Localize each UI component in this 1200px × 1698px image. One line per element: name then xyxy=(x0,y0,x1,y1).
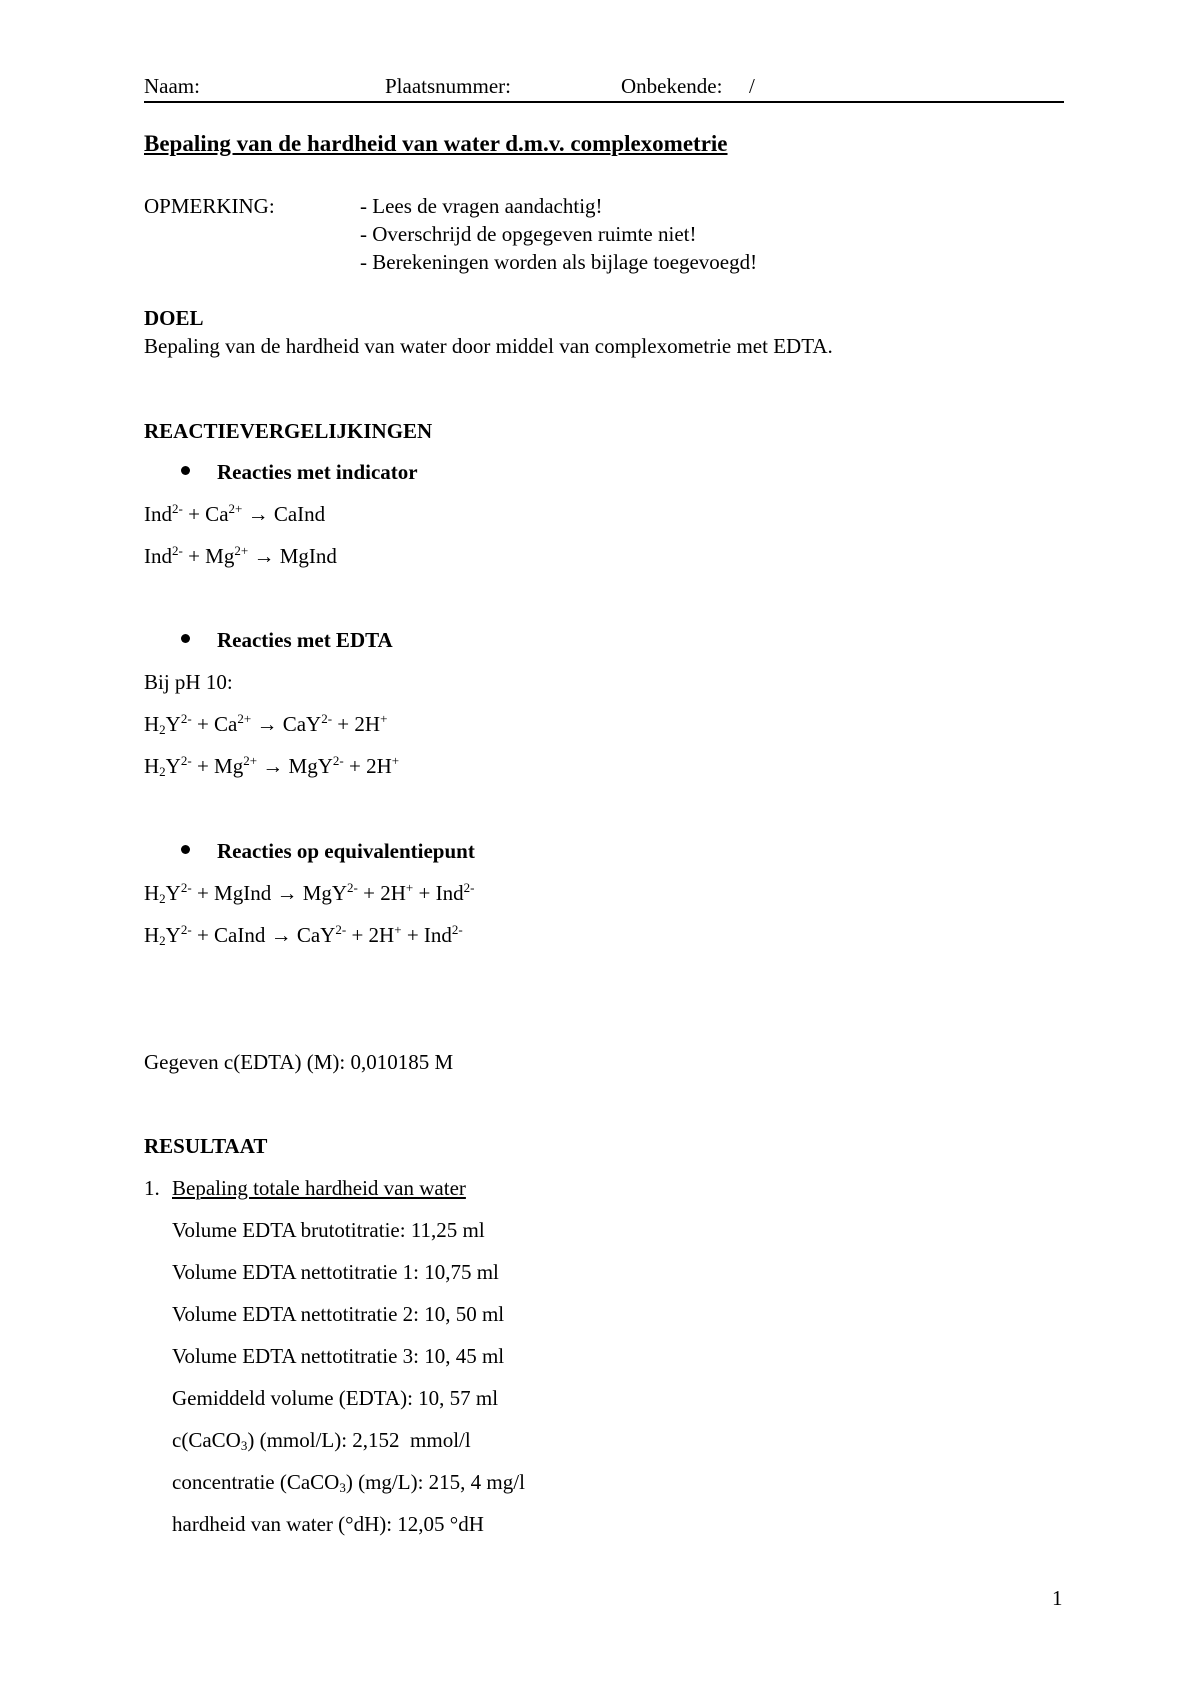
equation-ind-ca: $Ind^{2-} + Ca^{2+}$ → CaInd xyxy=(144,501,326,526)
onbekende-value: / xyxy=(749,74,755,98)
equation-equiv-mg: $H_2Y^{2-}$ + MgInd → MgY$^{2-}$ + 2H+ + Ind$^{2-}$ xyxy=(144,880,475,906)
page-number: 1 xyxy=(1052,1586,1063,1610)
opmerking-item: - Overschrijd de opgegeven ruimte niet! xyxy=(360,222,697,246)
doel-heading: DOEL xyxy=(144,306,204,330)
ph-line: Bij pH 10: xyxy=(144,670,233,694)
opmerking-label: OPMERKING: xyxy=(144,194,275,218)
equation-equiv-ca: $H_2Y^{2-}$ + CaInd → CaY$^{2-}$ + 2H+ + Ind$^{2-}$ xyxy=(144,922,463,948)
opmerking-item: - Berekeningen worden als bijlage toegevoegd! xyxy=(360,250,758,274)
item-number: 1. xyxy=(144,1176,160,1200)
equation-edta-ca: $H_2Y^{2-} + Ca^{2+} \to CaY^{2-} + 2H^+$ xyxy=(144,711,388,737)
naam-label: Naam: xyxy=(144,74,200,98)
result-line: Volume EDTA nettotitratie 1: 10,75 ml xyxy=(172,1260,499,1284)
resultaat-heading: RESULTAAT xyxy=(144,1134,268,1158)
bullet-icon xyxy=(181,466,190,475)
header-rule xyxy=(144,101,1064,103)
indicator-heading: Reacties met indicator xyxy=(217,460,418,484)
plaatsnummer-label: Plaatsnummer: xyxy=(385,74,511,98)
equation-ind-mg: $Ind^{2-} + Mg^{2+}$ → MgInd xyxy=(144,543,337,568)
equation-edta-mg: $H_2Y^{2-} + Mg^{2+} \to MgY^{2-} + 2H^+$ xyxy=(144,753,400,779)
equivalentie-heading: Reacties op equivalentiepunt xyxy=(217,839,475,863)
item-title: Bepaling totale hardheid van water xyxy=(172,1176,466,1200)
opmerking-item: - Lees de vragen aandachtig! xyxy=(360,194,603,218)
result-line: Volume EDTA brutotitratie: 11,25 ml xyxy=(172,1218,485,1242)
bullet-icon xyxy=(181,845,190,854)
doel-text: Bepaling van de hardheid van water door middel van complexometrie met EDTA. xyxy=(144,334,833,358)
document-title: Bepaling van de hardheid van water d.m.v. complexometrie xyxy=(144,131,728,156)
edta-heading: Reacties met EDTA xyxy=(217,628,393,652)
reacties-heading: REACTIEVERGELIJKINGEN xyxy=(144,419,433,443)
result-line: Volume EDTA nettotitratie 2: 10, 50 ml xyxy=(172,1302,505,1326)
onbekende-label: Onbekende: xyxy=(621,74,723,98)
result-line: Volume EDTA nettotitratie 3: 10, 45 ml xyxy=(172,1344,505,1368)
gegeven-line: Gegeven c(EDTA) (M): 0,010185 M xyxy=(144,1050,454,1074)
result-hardheid: hardheid van water (°dH): 12,05 °dH xyxy=(172,1512,484,1536)
result-caco3-mmol: c(CaCO$_3$) (mmol/L): 2,152 mmol/l xyxy=(172,1428,471,1453)
result-line: Gemiddeld volume (EDTA): 10, 57 ml xyxy=(172,1386,499,1410)
result-caco3-mg: concentratie (CaCO$_3$) (mg/L): 215, 4 mg/l xyxy=(172,1470,525,1495)
bullet-icon xyxy=(181,634,190,643)
